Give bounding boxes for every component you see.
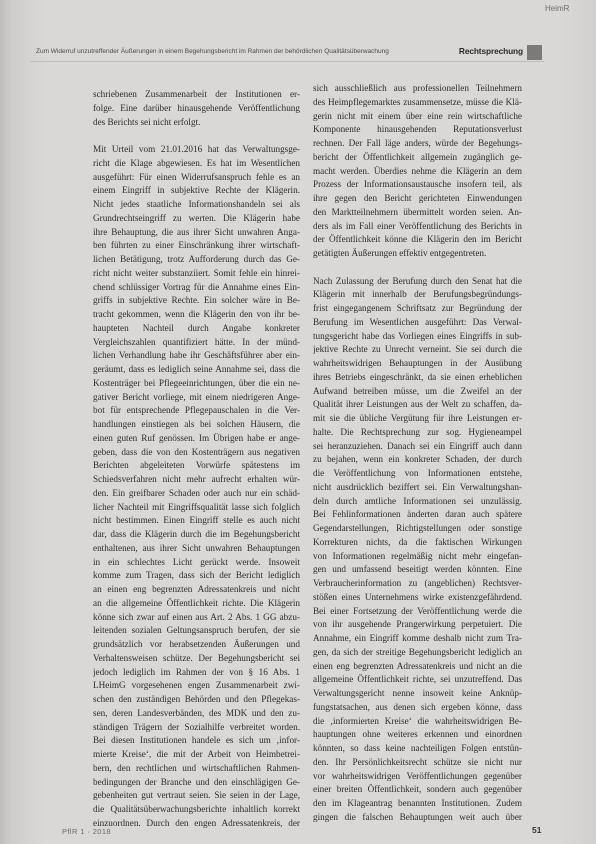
text-line: Nicht jedes staatliche Informationshandeln sei als xyxy=(93,199,300,209)
text-line: Schiedsverfahren nicht mehr aufrecht erhalten wür- xyxy=(93,474,300,484)
text-line: einen eng begrenzten Adressatenkreis und nicht an die xyxy=(313,660,522,671)
text-line: deln durch amtliche Informationen sei unzulässig. xyxy=(313,495,522,506)
header-rule xyxy=(30,61,544,62)
section-marker xyxy=(527,45,542,60)
text-line: komme zum Tragen, dass sich der Bericht lediglich xyxy=(93,570,300,581)
page-number: 51 xyxy=(532,825,542,835)
paragraph xyxy=(93,143,300,831)
text-line: handlungen einstiegen als bei solchen Häusern, die xyxy=(93,419,300,429)
text-line: den. Ihr Persönlichkeitsrecht schütze sie nicht nur xyxy=(313,756,522,767)
text-line: den Marktteilnehmern übermittelt worden seien. An- xyxy=(313,206,522,217)
text-line: ders als im Fall einer Veröffentlichung des Berichts in xyxy=(313,220,522,231)
text-line: tungsgericht habe das Vorliegen eines Eingriffs in sub- xyxy=(313,330,522,341)
text-line: der Öffentlichkeit könne die Klägerin den im Bericht xyxy=(313,234,522,245)
text-line: vor wahrheitswidrigen Veröffentlichungen gegenüber xyxy=(313,770,522,781)
text-line: wahrheitswidrigen Behauptungen in der Ausübung xyxy=(313,358,522,368)
text-line: die Veröffentlichung von Informationen entstehe, xyxy=(313,468,522,478)
text-line: Bei einer Fortsetzung der Veröffentlichung werde die xyxy=(313,605,522,616)
text-line: den. Ein greifbarer Schaden oder auch nur ein schäd- xyxy=(93,487,300,498)
text-line: bedingungen der Branche und den einschlägigen Ge- xyxy=(93,776,300,787)
text-line: Mit Urteil vom 21.01.2016 hat das Verwaltungsge- xyxy=(93,144,300,154)
paragraph xyxy=(313,275,522,825)
text-line: ausgeführt: Für einen Widerrufsanspruch fehle es an xyxy=(93,171,300,182)
text-line: ständigen Trägern der Sozialhilfe verbreitet worden. xyxy=(93,721,300,732)
text-line: nicht ausdrücklich beziffert sei. Ein Verwaltungshan- xyxy=(313,481,522,492)
text-line: ihres Betriebs eingeschränkt, da sie einen erheblichen xyxy=(313,371,522,382)
text-line: jedoch lediglich im Rahmen der von § 16 Abs. 1 xyxy=(93,666,300,677)
text-line: gerin nicht mit einem über eine rein wirtschaftliche xyxy=(313,110,522,121)
text-line: gen und umfassend beseitigt werden könnten. Eine xyxy=(313,564,522,575)
running-head: HeimR xyxy=(545,4,570,13)
article-topic: Zum Widerruf unzutreffender Äußerungen in einem Begehungsbericht im Rahmen der behördlichen Qualitätsüberwachung xyxy=(36,48,389,55)
text-line: von Informationen regelmäßig nicht mehr eingefan- xyxy=(313,550,522,561)
text-line: an einen eng begrenzten Adressatenkreis und nicht xyxy=(93,584,300,594)
text-line: ben führten zu einer Einschränkung ihrer wirtschaft- xyxy=(93,240,300,251)
text-line: könnten, so dass keine nachteiligen Folgen entstün- xyxy=(313,743,522,753)
text-line: grundsätzlich vor herabsetzenden Äußerungen und xyxy=(93,639,300,649)
text-line: von ihr ausgehende Prangerwirkung perpetuiert. Die xyxy=(313,619,522,630)
text-line: gebenheiten gut vertraut seien. Sie seien in der Lage, xyxy=(93,790,300,801)
text-line: könne sich zwar auf einen aus Art. 2 Abs. 1 GG abzu- xyxy=(93,611,300,622)
text-line: getätigten Äußerungen effektiv entgegentreten. xyxy=(313,248,487,258)
text-line: nicht bestimmen. Einen Eingriff stelle es auch nicht xyxy=(93,515,300,526)
journal-issue: PflR 1 · 2018 xyxy=(62,827,111,836)
text-line: allgemeine Öffentlichkeit richte, sei unzutreffend. Das xyxy=(313,674,522,685)
text-line: tracht gekommen, wenn die Klägerin den von ihr be- xyxy=(93,309,300,319)
text-line: Vergleichszahlen quantifiziert hätte. In der münd- xyxy=(93,336,300,347)
text-line: Grundrechtseingriff zu werten. Die Klägerin habe xyxy=(93,212,300,223)
text-line: rechnen. Der Fall läge anders, würde der Begehungs- xyxy=(313,138,522,148)
text-line: macht werden. Überdies nehme die Klägerin an dem xyxy=(313,165,522,176)
text-line: gen, da sich der streitige Begehungsbericht lediglich an xyxy=(313,646,522,657)
text-line: schriebenen Zusammenarbeit der Institutionen er- xyxy=(93,89,300,99)
text-line: Annahme, ein Eingriff komme deshalb nicht zum Tra- xyxy=(313,633,522,643)
text-line: einer breiten Öffentlichkeit, sondern auch gegenüber xyxy=(313,784,522,795)
text-line: lichen Betätigung, trotz Aufforderung durch das Ge- xyxy=(93,254,300,264)
text-line: lichen Verhandlung habe ihr Geschäftsführer aber ein- xyxy=(93,350,300,361)
text-line: sich ausschließlich aus professionellen Teilnehmern xyxy=(313,83,522,93)
text-line: Verbraucherinformation zu (angeblichen) Rechtsver- xyxy=(313,578,522,588)
text-line: geräumt, dass es lediglich seine Annahme sei, dass die xyxy=(93,364,300,374)
section-title: Rechtsprechung xyxy=(458,46,523,56)
text-line: halte. Die Rechtsprechung zur sog. Hygieneampel xyxy=(313,426,522,437)
text-line: Gegendarstellungen, Richtigstellungen oder sonstige xyxy=(313,523,522,533)
text-line: bot für entsprechende Pflegepauschalen in die Ver- xyxy=(93,405,300,416)
text-line: Klägerin mit innerhalb der Berufungsbegründungs- xyxy=(313,289,522,300)
text-line: des Heimpflegemarktes zusammensetze, müsse die Klä- xyxy=(313,96,522,107)
text-line: an die allgemeine Öffentlichkeit richte. Die Klägerin xyxy=(93,597,300,608)
text-line: stößen eines Unternehmens wirke existenzgefährdend. xyxy=(313,591,522,602)
text-line: die Qualitätsüberwachungsberichte inhaltlich korrekt xyxy=(93,804,300,814)
text-line: Verwaltungsgericht nenne insoweit keine Anknüp- xyxy=(313,688,522,698)
text-line: bern, den rechtlichen und wirtschaftlichen Rahmen- xyxy=(93,762,300,773)
text-line: einen guten Ruf genössen. Im Übrigen habe er ange- xyxy=(93,432,300,443)
text-line: Berichten abgeleiteten Vorwürfe spätestens im xyxy=(93,460,300,471)
text-line: fungstatsachen, aus denen sich ergeben könne, dass xyxy=(313,701,522,712)
text-line: folge. Eine darüber hinausgehende Veröffentlichung xyxy=(93,102,300,113)
text-line: ihre gegen den Bericht gerichteten Einwendungen xyxy=(313,193,522,203)
text-line: Aufwand betreiben müsse, um die Zweifel an der xyxy=(313,385,522,396)
text-line: in ein schlechtes Licht gerückt werde. Insoweit xyxy=(93,556,300,567)
text-line: die ‚informierten Kreise‘ die wahrheitswidrigen Be- xyxy=(313,715,522,726)
text-line: schen den zuständigen Behörden und den Pflegekas- xyxy=(93,694,300,704)
text-line: griffs in subjektive Rechte. Ein solcher wäre in Be- xyxy=(93,295,300,306)
text-line: gingen die falschen Behauptungen weit auch über xyxy=(313,811,522,822)
text-line: ihre Behauptung, die aus ihrer Sicht unwahren Anga- xyxy=(93,226,300,237)
left-column xyxy=(93,88,300,831)
paragraph xyxy=(313,82,522,261)
text-line: einem Eingriff in subjektive Rechte der Klägerin. xyxy=(93,185,300,196)
text-line: Bei diesen Institutionen handele es sich um ‚infor- xyxy=(93,735,300,746)
text-line: Bei Fehlinformationen änderten daran auch spätere xyxy=(313,509,522,520)
text-line: richt nicht weiter substanziiert. Somit fehle ein hinrei- xyxy=(93,267,300,278)
text-line: Nach Zulassung der Berufung durch den Senat hat die xyxy=(313,275,522,286)
text-line: geben, dass die von den Kostenträgern aus negativen xyxy=(93,446,300,457)
text-line: zu bejahen, wenn ein konkreter Schaden, der durch xyxy=(313,454,522,465)
text-line: LHeimG vorgesehenen engen Zusammenarbeit zwi- xyxy=(93,680,300,691)
text-line: hauptungen ohne weiteres erkennen und einordnen xyxy=(313,729,522,740)
text-line: frist eingegangenem Schriftsatz zur Begründung der xyxy=(313,303,522,313)
right-column xyxy=(313,82,522,825)
text-line: chend schlüssiger Vortrag für die Annahme eines Ein- xyxy=(93,281,300,292)
text-line: jektive Rechte zu Unrecht verneint. Sie sei durch die xyxy=(313,344,522,355)
text-line: Kostenträger bei Pflegeeinrichtungen, über die ein ne- xyxy=(93,377,300,388)
text-line: richt die Klage abgewiesen. Es hat im Wesentlichen xyxy=(93,157,300,168)
text-line: Berufung im Wesentlichen ausgeführt: Das Verwal- xyxy=(313,316,522,327)
paragraph xyxy=(93,88,300,129)
text-line: des Berichts sei nicht erfolgt. xyxy=(93,116,201,127)
text-line: haupteten Nachteil durch Angabe konkreter xyxy=(93,322,300,333)
text-line: dar, dass die Klägerin durch die im Begehungsbericht xyxy=(93,529,300,539)
text-line: leitenden sozialen Geltungsanspruch berufen, der sie xyxy=(93,625,300,636)
text-line: den im Klageantrag benannten Institutionen. Zudem xyxy=(313,798,522,808)
text-line: gativer Bericht vorliege, mit einem niedrigeren Ange- xyxy=(93,391,300,402)
text-line: Verhaltensweisen schütze. Der Begehungsbericht sei xyxy=(93,652,300,663)
text-line: bericht der Öffentlichkeit allgemein zugänglich ge- xyxy=(313,151,522,162)
text-line: Komponente hinausgehenden Reputationsverlust xyxy=(313,124,522,135)
text-line: mierte Kreise‘, die mit der Arbeit von Heimbetrei- xyxy=(93,749,300,759)
text-line: enthaltenen, aus ihrer Sicht unwahren Behauptungen xyxy=(93,542,300,553)
text-line: sen, deren Landesverbänden, des MDK und den zu- xyxy=(93,707,300,718)
text-line: Qualität ihrer Leistungen aus der Welt zu schaffen, da- xyxy=(313,399,522,410)
text-line: Korrekturen nichts, da die faktischen Wirkungen xyxy=(313,536,522,547)
text-line: sei heranzuziehen. Danach sei ein Eingriff auch dann xyxy=(313,440,522,451)
text-line: einzuordnen. Durch den engen Adressatenkreis, der xyxy=(93,817,300,828)
text-line: mit sie die übliche Vergütung für ihre Leistungen er- xyxy=(313,413,522,423)
text-line: Prozess der Informationsaustausche insofern teil, als xyxy=(313,179,522,190)
text-line: licher Nachteil mit Eingriffsqualität lasse sich folglich xyxy=(93,501,300,512)
